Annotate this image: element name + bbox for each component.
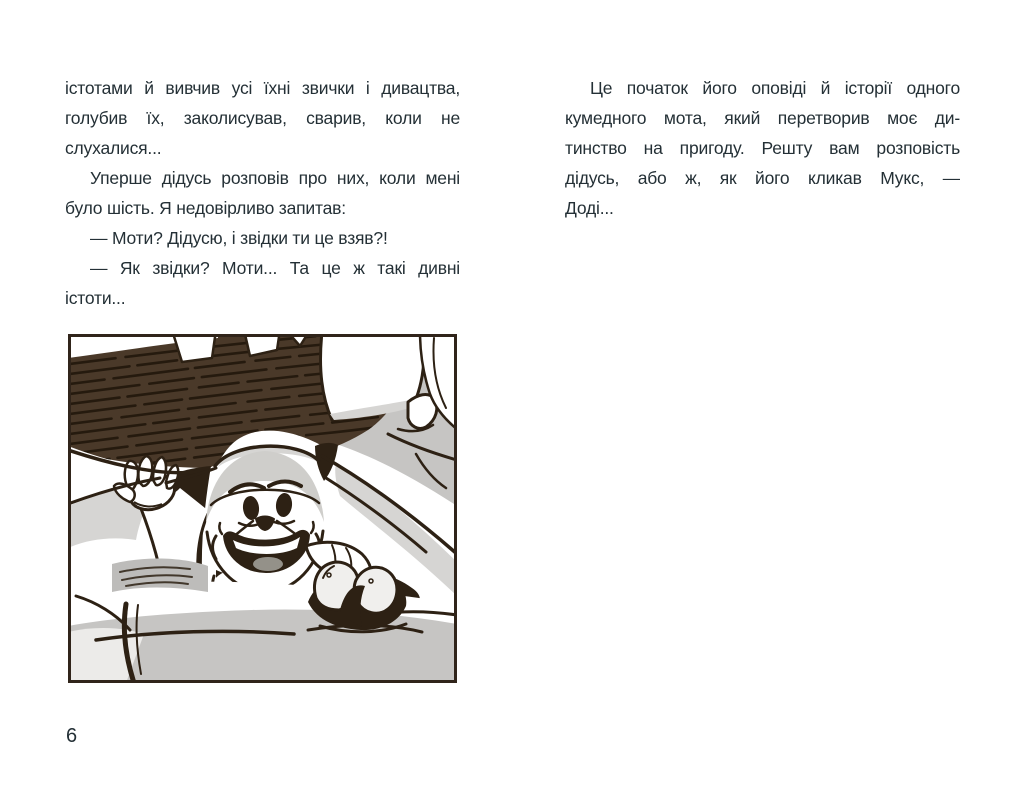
paragraph <box>65 163 460 223</box>
text-line: істоти... <box>65 288 126 308</box>
mot-face <box>206 451 324 592</box>
right-column <box>565 73 960 223</box>
text-line: тинство на пригоду. Решту вам розповість <box>565 138 960 158</box>
paragraph <box>65 223 460 253</box>
text-line: — Як звідки? Моти... Та це ж такі дивні <box>90 258 460 278</box>
text-line: — Моти? Дідусю, і звідки ти це взяв?! <box>90 228 388 248</box>
left-column <box>65 73 460 313</box>
text-line: Уперше дідусь розповів про них, коли мені <box>90 168 460 188</box>
text-line: істотами й вивчив усі їхні звички і дивацтва, <box>65 78 460 98</box>
text-line: слухалися... <box>65 138 162 158</box>
text-line: дідусь, або ж, як його кликав Мукс, — <box>565 168 960 188</box>
text-line: було шість. Я недовірливо запитав: <box>65 198 346 218</box>
text-line: кумедного мота, який перетворив моє ди- <box>565 108 960 128</box>
text-line: Це початок його оповіді й історії одного <box>590 78 960 98</box>
page-number: 6 <box>66 725 78 747</box>
paragraph <box>65 73 460 163</box>
mot-under-blanket-illustration <box>68 334 457 683</box>
paragraph <box>65 253 460 313</box>
text-line: Доді... <box>565 198 614 218</box>
paragraph <box>565 73 960 223</box>
text-line: голубив їх, заколисував, сварив, коли не <box>65 108 460 128</box>
